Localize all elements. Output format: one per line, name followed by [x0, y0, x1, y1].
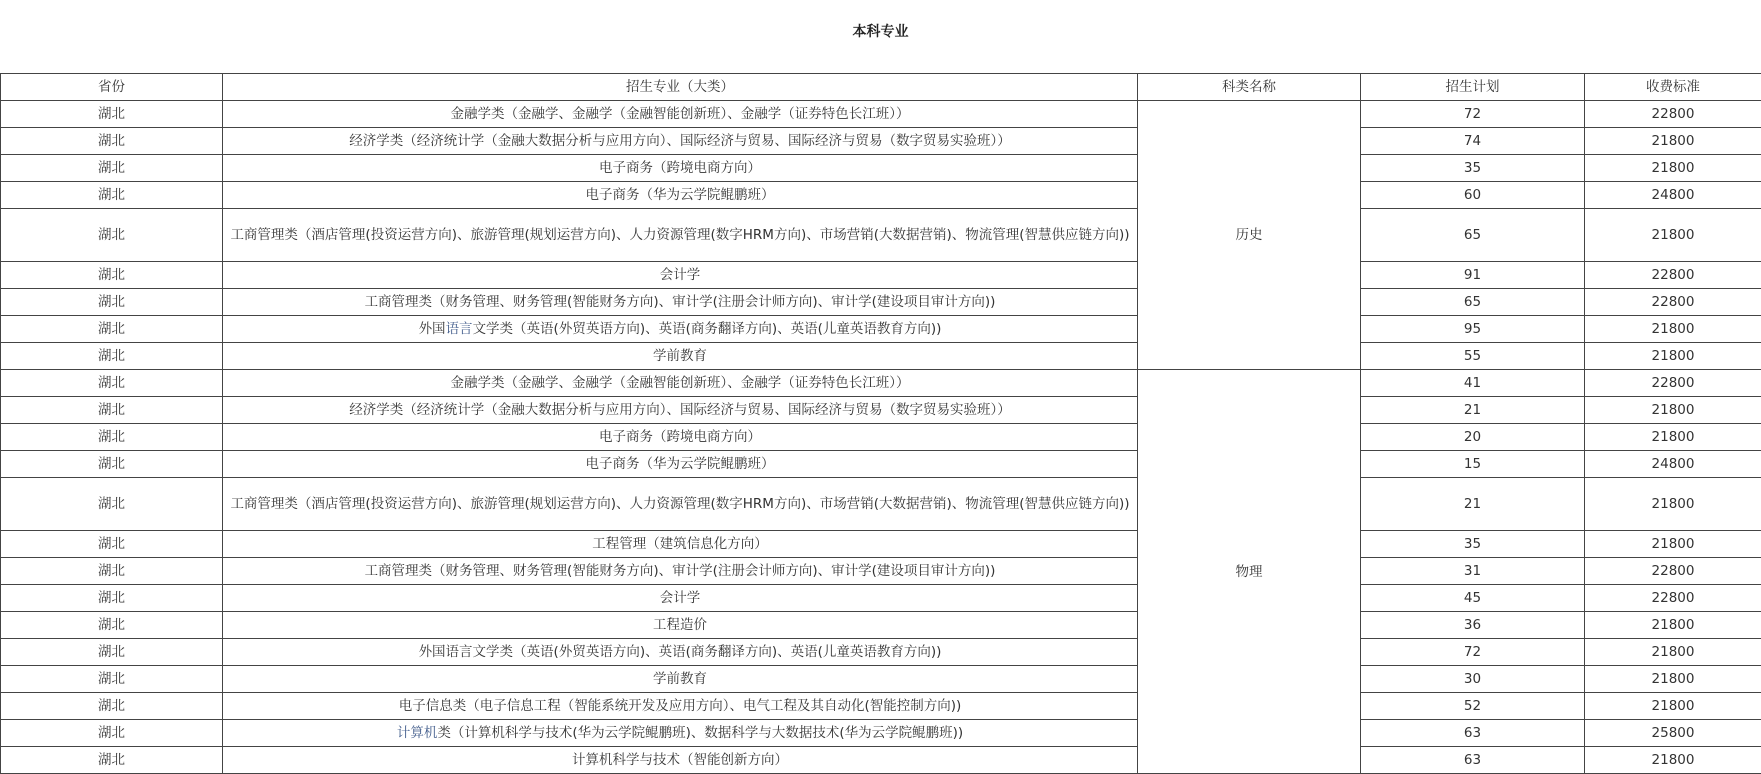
- major-cell: 电子商务（华为云学院鲲鹏班）: [223, 182, 1138, 209]
- table-row: [1, 424, 1761, 451]
- major-cell: 工程造价: [223, 612, 1138, 639]
- major-cell: [223, 720, 1138, 747]
- plan-cell: 45: [1361, 585, 1585, 612]
- header-fee: 收费标准: [1585, 74, 1761, 101]
- table-row: [1, 155, 1761, 182]
- fee-cell: 22800: [1585, 289, 1761, 316]
- province-cell: 湖北: [1, 101, 223, 128]
- table-row: [1, 747, 1761, 774]
- province-cell: 湖北: [1, 182, 223, 209]
- table-row: [1, 209, 1761, 262]
- plan-cell: 41: [1361, 370, 1585, 397]
- plan-cell: 63: [1361, 747, 1585, 774]
- fee-cell: 21800: [1585, 316, 1761, 343]
- province-cell: 湖北: [1, 451, 223, 478]
- major-cell: 计算机科学与技术（智能创新方向）: [223, 747, 1138, 774]
- province-cell: 湖北: [1, 262, 223, 289]
- page-title: 本科专业: [852, 24, 909, 40]
- table-row: [1, 451, 1761, 478]
- major-cell: 工程管理（建筑信息化方向）: [223, 531, 1138, 558]
- fee-cell: 21800: [1585, 531, 1761, 558]
- plan-cell: 31: [1361, 558, 1585, 585]
- province-cell: 湖北: [1, 397, 223, 424]
- plan-cell: 72: [1361, 101, 1585, 128]
- table-header-row: [1, 74, 1761, 101]
- province-cell: 湖北: [1, 585, 223, 612]
- fee-cell: 22800: [1585, 101, 1761, 128]
- major-link-language[interactable]: 语言: [445, 321, 473, 337]
- fee-cell: 24800: [1585, 182, 1761, 209]
- major-cell: 学前教育: [223, 666, 1138, 693]
- province-cell: 湖北: [1, 666, 223, 693]
- major-text-post: 类（计算机科学与技术(华为云学院鲲鹏班)、数据科学与大数据技术(华为云学院鲲鹏班)): [437, 725, 964, 741]
- table-row: [1, 370, 1761, 397]
- plan-cell: 21: [1361, 397, 1585, 424]
- table-row: [1, 478, 1761, 531]
- header-major: 招生专业（大类）: [223, 74, 1138, 101]
- table-row: [1, 531, 1761, 558]
- province-cell: 湖北: [1, 531, 223, 558]
- table-row: [1, 262, 1761, 289]
- major-cell: 电子商务（跨境电商方向）: [223, 424, 1138, 451]
- major-cell: 金融学类（金融学、金融学（金融智能创新班）、金融学（证券特色长江班））: [223, 370, 1138, 397]
- fee-cell: 21800: [1585, 666, 1761, 693]
- plan-cell: 20: [1361, 424, 1585, 451]
- category-cell-physics: 物理: [1138, 370, 1361, 774]
- province-cell: 湖北: [1, 155, 223, 182]
- major-cell: 学前教育: [223, 343, 1138, 370]
- major-cell: 电子商务（跨境电商方向）: [223, 155, 1138, 182]
- fee-cell: 25800: [1585, 720, 1761, 747]
- province-cell: 湖北: [1, 747, 223, 774]
- major-cell: 经济学类（经济统计学（金融大数据分析与应用方向）、国际经济与贸易、国际经济与贸易（数字贸易实验班））: [223, 397, 1138, 424]
- header-category: 科类名称: [1138, 74, 1361, 101]
- plan-cell: 65: [1361, 289, 1585, 316]
- fee-cell: 21800: [1585, 639, 1761, 666]
- major-cell: 会计学: [223, 585, 1138, 612]
- plan-cell: 60: [1361, 182, 1585, 209]
- table-row: [1, 397, 1761, 424]
- plan-cell: 21: [1361, 478, 1585, 531]
- plan-cell: 35: [1361, 155, 1585, 182]
- major-text-post: 文学类（英语(外贸英语方向)、英语(商务翻译方向)、英语(儿童英语教育方向)): [472, 321, 942, 337]
- province-cell: 湖北: [1, 424, 223, 451]
- table-row: [1, 693, 1761, 720]
- fee-cell: 21800: [1585, 343, 1761, 370]
- plan-cell: 30: [1361, 666, 1585, 693]
- major-cell: [223, 316, 1138, 343]
- major-cell: 外国语言文学类（英语(外贸英语方向)、英语(商务翻译方向)、英语(儿童英语教育方向)): [223, 639, 1138, 666]
- fee-cell: 21800: [1585, 155, 1761, 182]
- category-cell-history: 历史: [1138, 101, 1361, 370]
- major-cell: 工商管理类（酒店管理(投资运营方向)、旅游管理(规划运营方向)、人力资源管理(数字HRM方向)、市场营销(大数据营销)、物流管理(智慧供应链方向)): [223, 209, 1138, 262]
- province-cell: 湖北: [1, 343, 223, 370]
- province-cell: 湖北: [1, 639, 223, 666]
- fee-cell: 22800: [1585, 262, 1761, 289]
- table-row: [1, 289, 1761, 316]
- province-cell: 湖北: [1, 370, 223, 397]
- major-cell: 工商管理类（财务管理、财务管理(智能财务方向)、审计学(注册会计师方向)、审计学(建设项目审计方向)): [223, 289, 1138, 316]
- province-cell: 湖北: [1, 612, 223, 639]
- province-cell: 湖北: [1, 558, 223, 585]
- table-row: [1, 182, 1761, 209]
- table-row: [1, 612, 1761, 639]
- major-cell: 金融学类（金融学、金融学（金融智能创新班）、金融学（证券特色长江班））: [223, 101, 1138, 128]
- major-cell: 电子信息类（电子信息工程（智能系统开发及应用方向）、电气工程及其自动化(智能控制方向)): [223, 693, 1138, 720]
- fee-cell: 21800: [1585, 397, 1761, 424]
- plan-cell: 55: [1361, 343, 1585, 370]
- fee-cell: 22800: [1585, 370, 1761, 397]
- plan-cell: 35: [1361, 531, 1585, 558]
- province-cell: 湖北: [1, 128, 223, 155]
- plan-cell: 52: [1361, 693, 1585, 720]
- major-cell: 工商管理类（财务管理、财务管理(智能财务方向)、审计学(注册会计师方向)、审计学(建设项目审计方向)): [223, 558, 1138, 585]
- major-text-pre: 外国: [418, 321, 446, 337]
- fee-cell: 22800: [1585, 558, 1761, 585]
- province-cell: 湖北: [1, 289, 223, 316]
- fee-cell: 21800: [1585, 478, 1761, 531]
- header-province: 省份: [1, 74, 223, 101]
- major-cell: 工商管理类（酒店管理(投资运营方向)、旅游管理(规划运营方向)、人力资源管理(数字HRM方向)、市场营销(大数据营销)、物流管理(智慧供应链方向)): [223, 478, 1138, 531]
- major-cell: 会计学: [223, 262, 1138, 289]
- fee-cell: 22800: [1585, 585, 1761, 612]
- province-cell: 湖北: [1, 720, 223, 747]
- fee-cell: 21800: [1585, 612, 1761, 639]
- table-row: [1, 720, 1761, 747]
- major-cell: 经济学类（经济统计学（金融大数据分析与应用方向）、国际经济与贸易、国际经济与贸易（数字贸易实验班））: [223, 128, 1138, 155]
- table-row: [1, 639, 1761, 666]
- header-plan: 招生计划: [1361, 74, 1585, 101]
- fee-cell: 21800: [1585, 128, 1761, 155]
- major-cell: 电子商务（华为云学院鲲鹏班）: [223, 451, 1138, 478]
- table-row: [1, 343, 1761, 370]
- plan-cell: 74: [1361, 128, 1585, 155]
- plan-cell: 65: [1361, 209, 1585, 262]
- fee-cell: 21800: [1585, 693, 1761, 720]
- province-cell: 湖北: [1, 209, 223, 262]
- plan-cell: 36: [1361, 612, 1585, 639]
- plan-cell: 63: [1361, 720, 1585, 747]
- province-cell: 湖北: [1, 316, 223, 343]
- plan-cell: 15: [1361, 451, 1585, 478]
- plan-cell: 72: [1361, 639, 1585, 666]
- table-row: [1, 585, 1761, 612]
- table-row: [1, 101, 1761, 128]
- table-row: [1, 666, 1761, 693]
- province-cell: 湖北: [1, 693, 223, 720]
- fee-cell: 21800: [1585, 209, 1761, 262]
- plan-cell: 95: [1361, 316, 1585, 343]
- province-cell: 湖北: [1, 478, 223, 531]
- major-link-computer[interactable]: 计算机: [396, 725, 438, 741]
- plan-cell: 91: [1361, 262, 1585, 289]
- table-row: [1, 316, 1761, 343]
- table-row: [1, 558, 1761, 585]
- fee-cell: 24800: [1585, 451, 1761, 478]
- fee-cell: 21800: [1585, 747, 1761, 774]
- enrollment-plan-table: [0, 73, 1761, 774]
- fee-cell: 21800: [1585, 424, 1761, 451]
- table-row: [1, 128, 1761, 155]
